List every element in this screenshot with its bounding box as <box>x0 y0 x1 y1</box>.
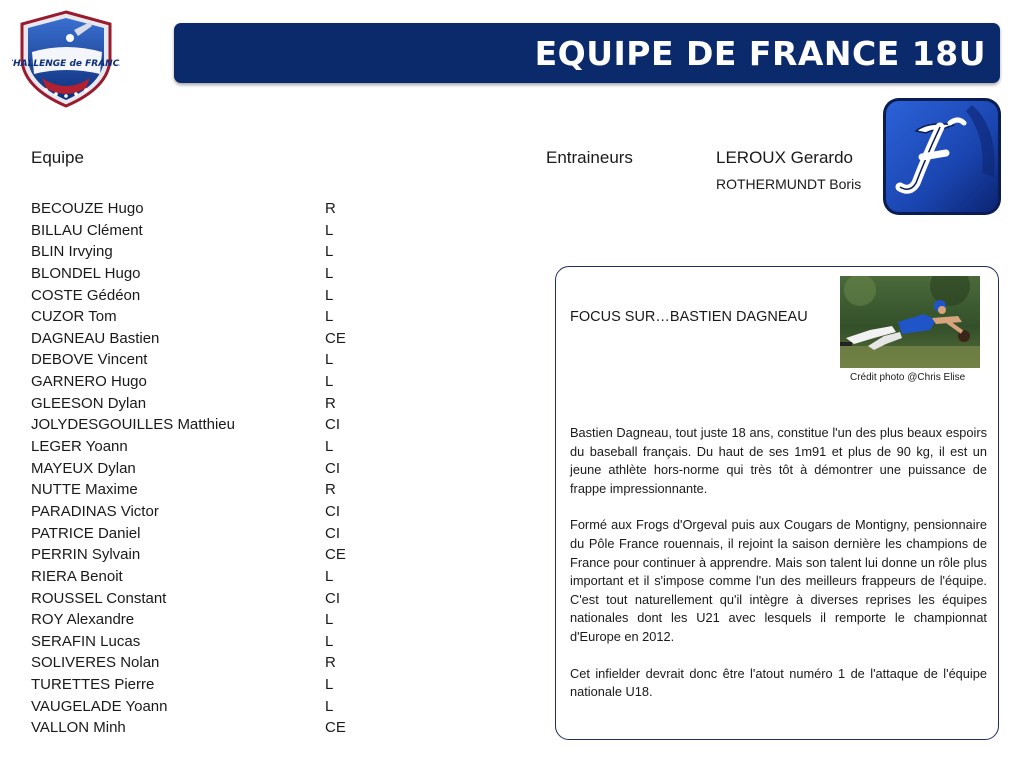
player-name: NUTTE Maxime <box>31 481 138 499</box>
list-item <box>31 198 361 220</box>
list-item <box>31 285 361 307</box>
article-paragraph: Formé aux Frogs d'Orgeval puis aux Cougars de Montigny, pensionnaire du Pôle France rouennais, il rejoint la saison dernière les champions de France pour continuer à apprendre. Mais son talent lui donne un rôle plus important et il s'impose comme l'un des meilleurs frappeurs de l'équipe. C'est tout naturellement qu'il intègre à diverses reprises les équipes nationales dont les U21 avec lesquels il remporte le championnat d'Europe en 2012. <box>570 517 987 644</box>
player-name: CUZOR Tom <box>31 308 117 326</box>
roster-list <box>31 198 361 739</box>
coaches-heading: Entraineurs <box>546 148 633 167</box>
player-position: CE <box>325 329 346 347</box>
player-position: R <box>325 200 336 217</box>
player-name: BECOUZE Hugo <box>31 200 144 217</box>
player-name: MAYEUX Dylan <box>31 459 136 477</box>
list-item <box>31 458 361 480</box>
list-item <box>31 674 361 696</box>
player-name: ROY Alexandre <box>31 611 135 629</box>
list-item <box>31 717 361 739</box>
player-position: L <box>325 264 334 282</box>
title-banner <box>174 23 1000 83</box>
player-position: L <box>325 243 334 261</box>
focus-article <box>570 424 987 720</box>
player-position: CE <box>325 546 346 564</box>
focus-title: FOCUS SUR…BASTIEN DAGNEAU <box>570 309 808 325</box>
list-item <box>31 220 361 242</box>
player-name: COSTE Gédéon <box>31 286 141 304</box>
player-name: BLONDEL Hugo <box>31 264 141 282</box>
player-name: DEBOVE Vincent <box>31 351 148 369</box>
player-position: CI <box>325 416 340 434</box>
list-item <box>31 241 361 263</box>
player-photo <box>840 276 980 368</box>
player-name: JOLYDESGOUILLES Matthieu <box>31 416 235 434</box>
list-item <box>31 371 361 393</box>
list-item <box>31 349 361 371</box>
player-name: TURETTES Pierre <box>31 676 155 694</box>
list-item <box>31 652 361 674</box>
coach-name: ROTHERMUNDT Boris <box>716 176 862 192</box>
player-name: RIERA Benoit <box>31 567 123 585</box>
list-item <box>31 328 361 350</box>
list-item <box>31 544 361 566</box>
player-name: PERRIN Sylvain <box>31 546 141 564</box>
list-item <box>31 609 361 631</box>
player-name: VAUGELADE Yoann <box>31 697 168 715</box>
player-name: PARADINAS Victor <box>31 502 159 520</box>
player-name: LEGER Yoann <box>31 438 128 456</box>
list-item <box>31 566 361 588</box>
player-name: SERAFIN Lucas <box>31 632 141 650</box>
list-item <box>31 306 361 328</box>
challenge-de-france-logo <box>12 8 120 110</box>
player-position: L <box>325 308 334 326</box>
article-paragraph: Cet infielder devrait donc être l'atout numéro 1 de l'attaque de l'équipe nationale U18. <box>570 665 987 700</box>
list-item <box>31 393 361 415</box>
list-item <box>31 414 361 436</box>
coach-name: LEROUX Gerardo <box>716 148 853 167</box>
team-heading: Equipe <box>31 148 84 167</box>
player-position: L <box>325 286 334 304</box>
player-name: GARNERO Hugo <box>31 373 147 391</box>
player-name: ROUSSEL Constant <box>31 589 167 607</box>
player-position: R <box>325 654 336 672</box>
player-position: CI <box>325 502 340 520</box>
player-position: L <box>325 697 334 715</box>
player-position: R <box>325 481 336 499</box>
list-item <box>31 523 361 545</box>
logo-text: CHALLENGE de FRANCE <box>12 59 120 69</box>
list-item <box>31 588 361 610</box>
list-item <box>31 501 361 523</box>
focus-panel <box>555 266 999 740</box>
player-position: L <box>325 611 334 629</box>
list-item <box>31 631 361 653</box>
player-name: DAGNEAU Bastien <box>31 329 160 347</box>
player-position: L <box>325 567 334 585</box>
list-item <box>31 436 361 458</box>
article-paragraph: Bastien Dagneau, tout juste 18 ans, constitue l'un des plus beaux espoirs du baseball français. Du haut de ses 1m91 et plus de 90 kg, il est un jeune athlète hors-norme qui très tôt à démontrer une puissance de frappe impressionnante. <box>570 425 987 496</box>
player-position: L <box>325 676 334 694</box>
france-cap-icon <box>882 97 1002 216</box>
player-name: GLEESON Dylan <box>31 394 147 412</box>
player-name: BLIN Irvying <box>31 243 113 261</box>
player-position: L <box>325 438 334 456</box>
player-name: VALLON Minh <box>31 719 126 737</box>
player-position: L <box>325 351 334 369</box>
list-item <box>31 479 361 501</box>
player-position: R <box>325 394 336 412</box>
player-position: L <box>325 221 334 239</box>
player-position: CE <box>325 719 346 737</box>
player-position: L <box>325 373 334 391</box>
player-position: CI <box>325 524 340 542</box>
list-item <box>31 696 361 718</box>
player-name: PATRICE Daniel <box>31 524 141 542</box>
photo-credit: Crédit photo @Chris Elise <box>850 372 966 383</box>
player-position: L <box>325 632 334 650</box>
page-title: EQUIPE DE FRANCE 18U <box>534 33 986 73</box>
player-position: CI <box>325 589 340 607</box>
player-position: CI <box>325 459 340 477</box>
list-item <box>31 263 361 285</box>
player-name: SOLIVERES Nolan <box>31 654 160 672</box>
player-name: BILLAU Clément <box>31 221 143 239</box>
